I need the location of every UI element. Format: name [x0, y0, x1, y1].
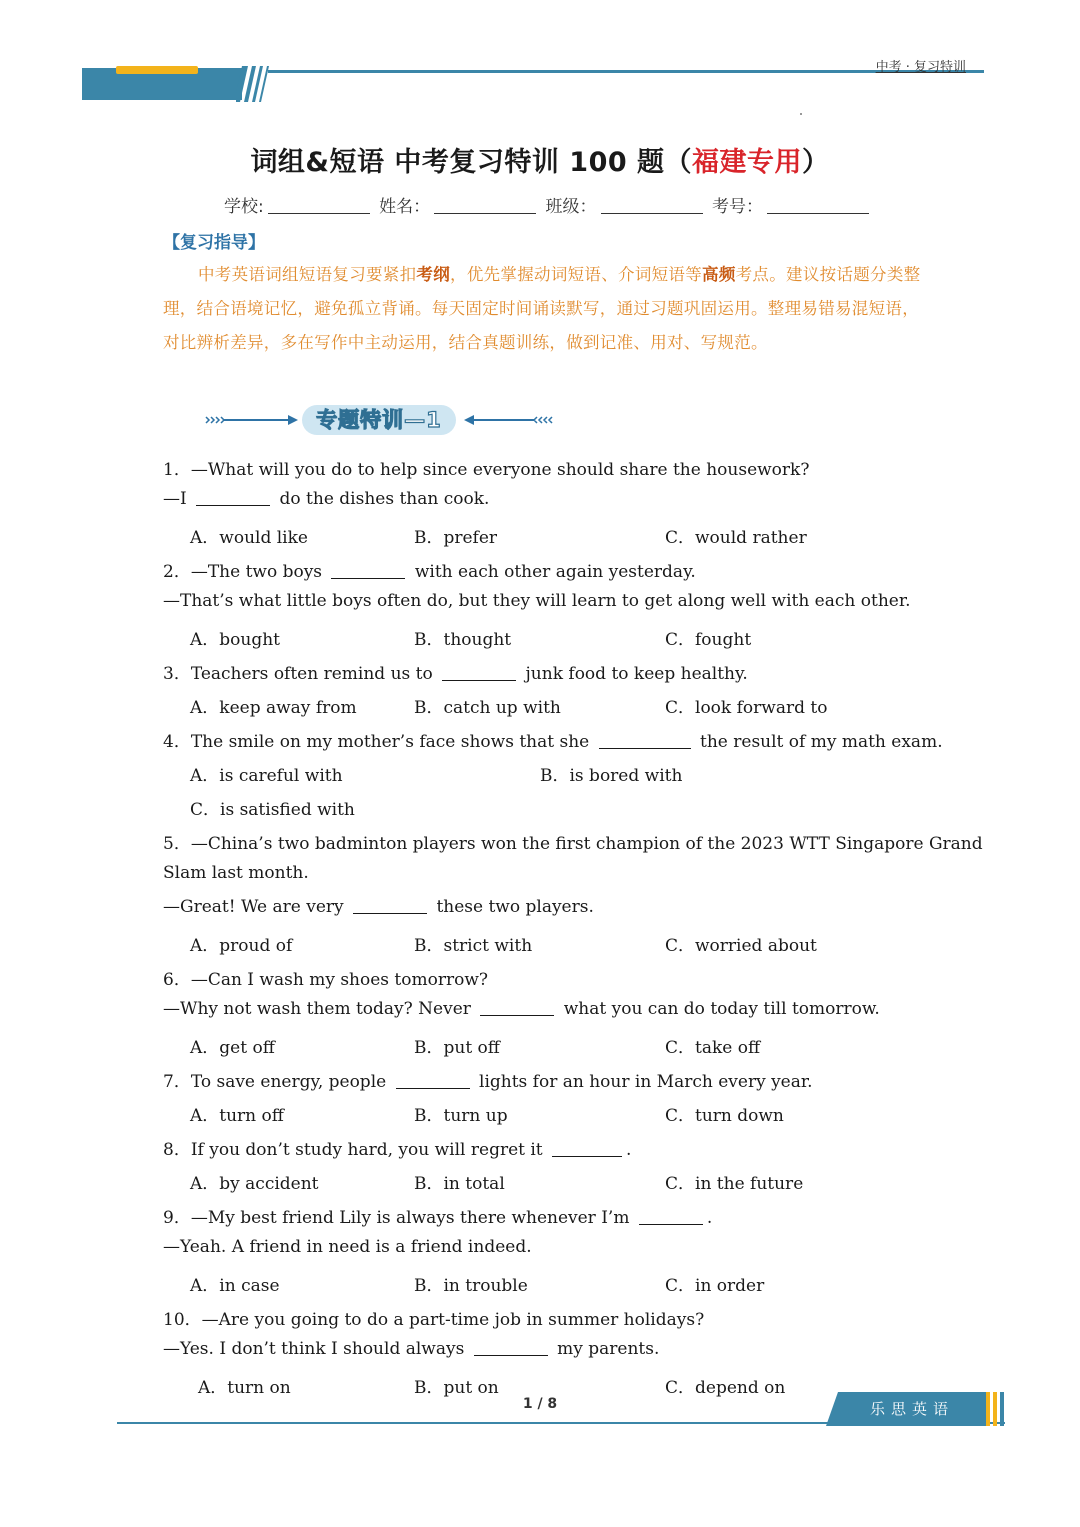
option-b[interactable]: B．put on: [414, 1378, 499, 1398]
option-a[interactable]: A．would like: [190, 528, 308, 548]
header-stripes-icon: [236, 66, 270, 102]
page-title: 词组&短语 中考复习特训 100 题（福建专用）: [250, 147, 830, 178]
answer-blank[interactable]: [353, 899, 427, 914]
option-c[interactable]: C．depend on: [665, 1378, 786, 1398]
question-9-line2: —Yeah. A friend in need is a friend indeed.: [163, 1237, 532, 1257]
option-c[interactable]: C．fought: [665, 630, 752, 650]
question-2-line2: —That’s what little boys often do, but they will learn to get along well with each other.: [163, 591, 911, 611]
question-3: 3．Teachers often remind us to junk food to keep healthy.: [163, 664, 748, 684]
guide-paragraph: 中考英语词组短语复习要紧扣考纲，优先掌握动词短语、介词短语等高频考点。建议按话题分类整理，结合语境记忆，避免孤立背诵。每天固定时间诵读默写，通过习题巩固运用。整理易错易混短语，对比辨析差异，多在写作中主动运用，结合真题训练，做到记准、用对、写规范。: [163, 265, 921, 352]
question-5-line2: Slam last month.: [163, 863, 309, 883]
option-b[interactable]: B．strict with: [414, 936, 533, 956]
student-info-fields: 学校: 姓名： 班级： 考号：: [224, 192, 873, 217]
question-5: 5．—China’s two badminton players won the first champion of the 2023 WTT Singapore Grand: [163, 834, 983, 854]
question-6: 6．—Can I wash my shoes tomorrow?: [163, 970, 488, 990]
option-a[interactable]: A．proud of: [190, 936, 293, 956]
option-c[interactable]: C．would rather: [665, 528, 807, 548]
option-c[interactable]: C．in order: [665, 1276, 765, 1296]
answer-blank[interactable]: [474, 1341, 548, 1356]
answer-blank[interactable]: [480, 1001, 554, 1016]
option-b[interactable]: B．thought: [414, 630, 512, 650]
school-field[interactable]: [268, 197, 370, 214]
header-accent: [116, 66, 198, 74]
guide-title: 【复习指导】: [163, 233, 265, 253]
option-a[interactable]: A．turn off: [190, 1106, 284, 1126]
speck: [800, 113, 802, 115]
footer-stripes-icon: [986, 1392, 1006, 1426]
option-b[interactable]: B．in trouble: [414, 1276, 528, 1296]
question-10-line2: —Yes. I don’t think I should always my parents.: [163, 1339, 660, 1359]
page-number: 1 / 8: [522, 1396, 558, 1412]
class-field[interactable]: [601, 197, 703, 214]
question-2: 2．—The two boys with each other again yesterday.: [163, 562, 696, 582]
question-5-line3: —Great! We are very these two players.: [163, 897, 594, 917]
question-6-line2: —Why not wash them today? Never what you can do today till tomorrow.: [163, 999, 880, 1019]
question-4: 4．The smile on my mother’s face shows that she the result of my math exam.: [163, 732, 943, 752]
answer-blank[interactable]: [442, 666, 516, 681]
answer-blank[interactable]: [396, 1074, 470, 1089]
option-c[interactable]: C．look forward to: [665, 698, 828, 718]
question-1: 1．—What will you do to help since everyone should share the housework?: [163, 460, 810, 480]
option-c[interactable]: C．turn down: [665, 1106, 784, 1126]
option-c[interactable]: C．in the future: [665, 1174, 804, 1194]
answer-blank[interactable]: [196, 491, 270, 506]
option-a[interactable]: A．keep away from: [190, 698, 357, 718]
answer-blank[interactable]: [639, 1210, 703, 1225]
option-a[interactable]: A．by accident: [190, 1174, 319, 1194]
option-b[interactable]: B．catch up with: [414, 698, 561, 718]
answer-blank[interactable]: [331, 564, 405, 579]
option-c[interactable]: C．is satisfied with: [190, 800, 355, 820]
name-field[interactable]: [434, 197, 536, 214]
question-8: 8．If you don’t study hard, you will regret it .: [163, 1140, 632, 1160]
question-7: 7．To save energy, people lights for an hour in March every year.: [163, 1072, 813, 1092]
footer-brand: 乐思英语: [869, 1400, 954, 1418]
option-b[interactable]: B．in total: [414, 1174, 505, 1194]
option-a[interactable]: A．is careful with: [190, 766, 343, 786]
section-banner: 专题特训—1: [302, 405, 456, 435]
option-a[interactable]: A．turn on: [198, 1378, 291, 1398]
option-b[interactable]: B．prefer: [414, 528, 498, 548]
option-b[interactable]: B．is bored with: [540, 766, 683, 786]
answer-blank[interactable]: [552, 1142, 622, 1157]
option-a[interactable]: A．bought: [190, 630, 281, 650]
question-9: 9．—My best friend Lily is always there whenever I’m .: [163, 1208, 713, 1228]
header-tag: 中考 · 复习特训: [875, 60, 966, 75]
option-c[interactable]: C．worried about: [665, 936, 817, 956]
answer-blank[interactable]: [599, 734, 691, 749]
option-c[interactable]: C．take off: [665, 1038, 761, 1058]
option-b[interactable]: B．put off: [414, 1038, 500, 1058]
question-10: 10．—Are you going to do a part-time job in summer holidays?: [163, 1310, 705, 1330]
question-1-line2: —I do the dishes than cook.: [163, 489, 490, 509]
option-a[interactable]: A．get off: [190, 1038, 275, 1058]
option-a[interactable]: A．in case: [190, 1276, 280, 1296]
option-b[interactable]: B．turn up: [414, 1106, 508, 1126]
exam-number-field[interactable]: [767, 197, 869, 214]
